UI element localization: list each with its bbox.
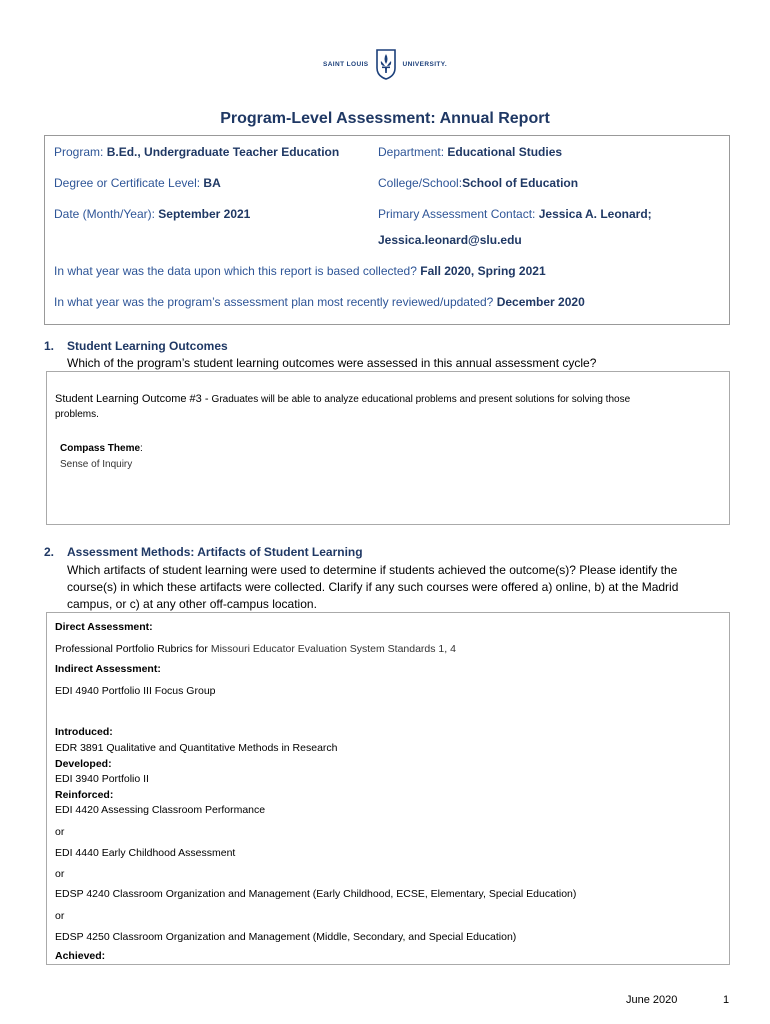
reinforced-course-2: EDI 4440 Early Childhood Assessment [55,847,236,859]
college-value: School of Education [462,176,579,190]
or-separator-2: or [55,868,65,880]
reviewed-line [54,295,585,309]
collected-question: In what year was the data upon which this report is based collected? [54,264,417,278]
section-2-heading [44,545,363,559]
contact-line [378,207,652,221]
slo-line-1 [55,393,630,405]
program-label: Program: [54,145,104,159]
contact-email: Jessica.leonard@slu.edu [378,233,522,247]
reinforced-course-4: EDSP 4250 Classroom Organization and Management (Middle, Secondary, and Special Education) [55,931,517,943]
section-1-number: 1. [44,339,55,353]
direct-assessment-standards: Missouri Educator Evaluation System Standards 1, 4 [210,643,456,655]
direct-assessment-line [55,643,456,655]
date-value: September 2021 [158,207,251,221]
reinforced-course-1: EDI 4420 Assessing Classroom Performance [55,804,266,816]
program-value: B.Ed., Undergraduate Teacher Education [106,145,340,159]
date-line [54,207,250,221]
or-separator-3: or [55,910,65,922]
report-info-box [44,135,730,325]
program-line [54,145,339,159]
assessment-methods-box [46,612,730,965]
page-number: 1 [723,994,730,1006]
developed-label: Developed: [55,758,112,770]
indirect-assessment-label: Indirect Assessment: [55,663,161,675]
section-2-question-line-3: campus, or c) at any other off-campus location. [67,597,317,611]
fleur-de-lis-shield-icon [375,48,397,80]
contact-email-line [378,233,522,247]
contact-value: Jessica A. Leonard; [538,207,652,221]
developed-value: EDI 3940 Portfolio II [55,773,149,785]
department-line [378,145,562,159]
degree-line [54,176,221,190]
indirect-assessment-value: EDI 4940 Portfolio III Focus Group [55,685,216,697]
section-1-question: Which of the program’s student learning outcomes were assessed in this annual assessment cycle? [67,356,597,370]
footer-date: June 2020 [626,994,678,1006]
slo-text-2: problems. [55,409,99,420]
reviewed-answer: December 2020 [496,295,585,309]
section-2-number: 2. [44,545,55,559]
direct-assessment-prefix: Professional Portfolio Rubrics for [55,643,208,655]
reviewed-question: In what year was the program’s assessment plan most recently reviewed/updated? [54,295,494,309]
collected-line [54,264,546,278]
contact-label: Primary Assessment Contact: [378,207,536,221]
degree-label: Degree or Certificate Level: [54,176,201,190]
compass-theme-colon: : [140,443,143,454]
date-label: Date (Month/Year): [54,207,155,221]
slo-response-box [46,371,730,525]
reinforced-course-3: EDSP 4240 Classroom Organization and Management (Early Childhood, ECSE, Elementary, Special Education) [55,888,577,900]
compass-theme-label: Compass Theme [60,443,141,454]
degree-value: BA [203,176,221,190]
slo-text-1: Graduates will be able to analyze educational problems and present solutions for solving those [211,394,631,405]
page-title: Program-Level Assessment: Annual Report [220,110,550,127]
department-label: Department: [378,145,445,159]
section-2-question [67,562,678,613]
or-separator-1: or [55,826,65,838]
compass-theme-line [60,443,143,454]
college-label: College/School: [378,176,463,190]
reinforced-label: Reinforced: [55,789,114,801]
direct-assessment-label: Direct Assessment: [55,621,153,633]
college-line [378,176,578,190]
compass-theme-value: Sense of Inquiry [60,459,133,470]
section-2-title: Assessment Methods: Artifacts of Student Learning [67,545,363,559]
achieved-label: Achieved: [55,950,106,962]
introduced-value: EDR 3891 Qualitative and Quantitative Methods in Research [55,742,338,754]
logo-text-right: UNIVERSITY. [402,60,448,68]
section-2-question-line-1: Which artifacts of student learning were used to determine if students achieved the outcome(s)? Please identify the [67,563,678,577]
introduced-label: Introduced: [55,726,113,738]
section-1-title: Student Learning Outcomes [67,339,228,353]
section-1-heading [44,339,228,353]
collected-answer: Fall 2020, Spring 2021 [420,264,546,278]
university-logo [0,44,770,84]
logo-text-left: SAINT LOUIS [322,60,369,68]
department-value: Educational Studies [447,145,563,159]
section-2-question-line-2: course(s) in which these artifacts were collected. Clarify if any such courses were offered a) online, b) at the Madrid [67,580,679,594]
slo-label: Student Learning Outcome #3 - [55,393,209,405]
